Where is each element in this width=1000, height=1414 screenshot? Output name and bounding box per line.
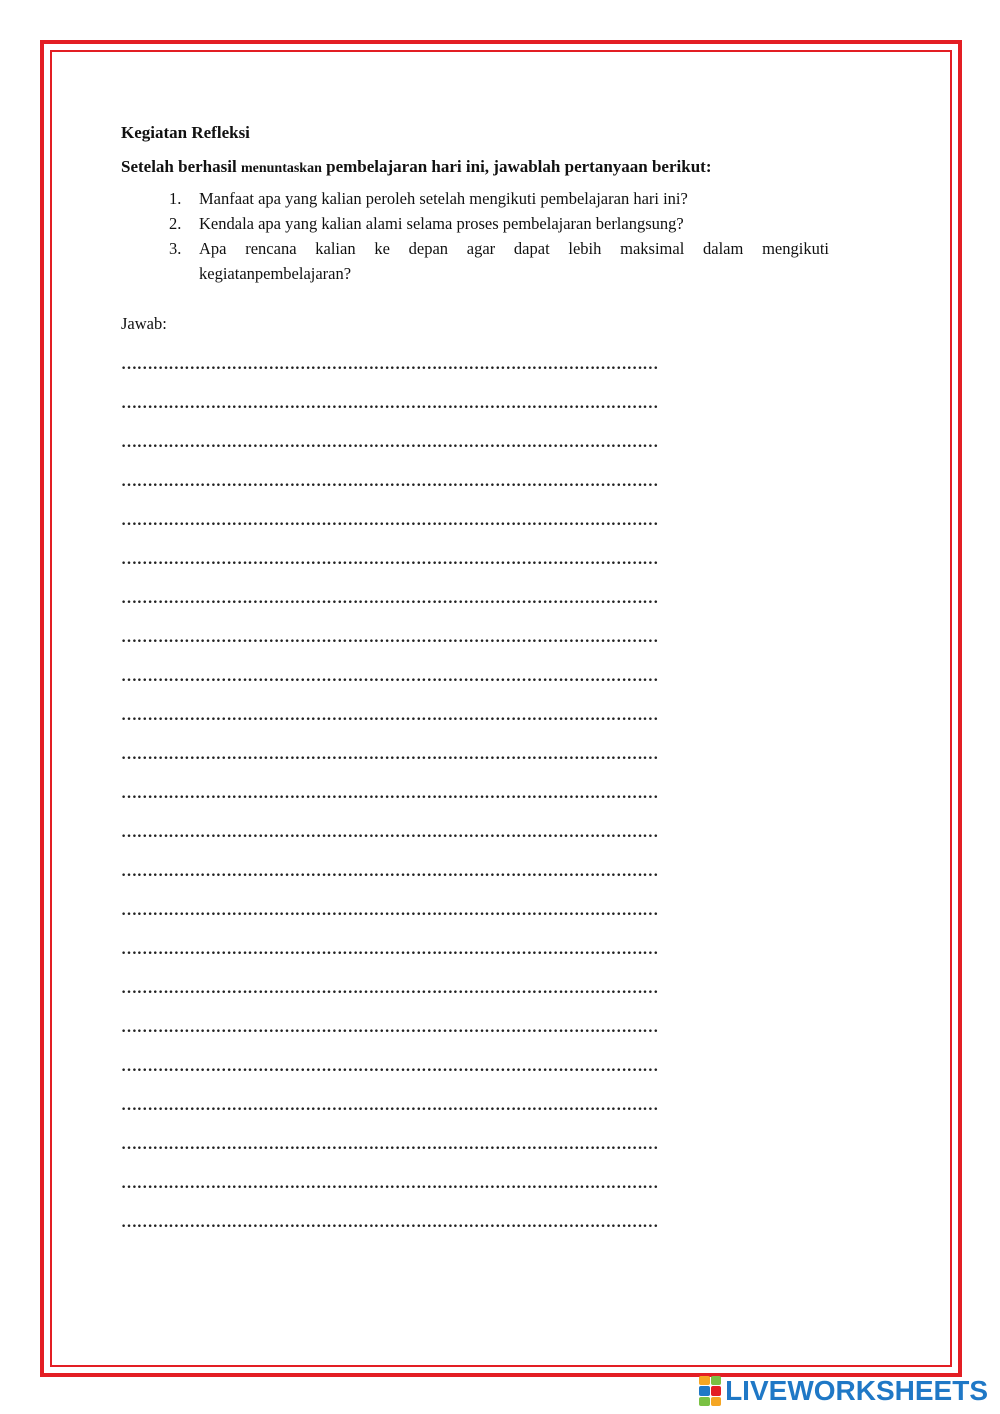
dotted-line: ………………………………………………………………………………………… bbox=[121, 785, 659, 802]
instruction-part-1: Setelah berhasil bbox=[121, 157, 241, 176]
answer-line[interactable] bbox=[121, 849, 829, 888]
answer-line[interactable] bbox=[121, 966, 829, 1005]
dotted-line: ………………………………………………………………………………………… bbox=[121, 1175, 659, 1192]
worksheet-content bbox=[121, 120, 829, 1239]
question-text-line-1: Apa rencana kalian ke depan agar dapat lebih maksimal dalam mengikuti bbox=[199, 239, 829, 258]
answer-line[interactable] bbox=[121, 732, 829, 771]
answer-line[interactable] bbox=[121, 888, 829, 927]
dotted-line: ………………………………………………………………………………………… bbox=[121, 590, 659, 607]
dotted-line: ………………………………………………………………………………………… bbox=[121, 1097, 659, 1114]
answer-line[interactable] bbox=[121, 381, 829, 420]
dotted-line: ………………………………………………………………………………………… bbox=[121, 356, 659, 373]
dotted-line: ………………………………………………………………………………………… bbox=[121, 434, 659, 451]
answer-line[interactable] bbox=[121, 498, 829, 537]
question-text-line-2: kegiatanpembelajaran? bbox=[199, 264, 352, 283]
answer-line[interactable] bbox=[121, 420, 829, 459]
liveworksheets-logo-icon bbox=[699, 1376, 721, 1406]
answer-line[interactable] bbox=[121, 810, 829, 849]
dotted-line: ………………………………………………………………………………………… bbox=[121, 980, 659, 997]
answer-line[interactable] bbox=[121, 1122, 829, 1161]
dotted-line: ………………………………………………………………………………………… bbox=[121, 707, 659, 724]
dotted-line: ………………………………………………………………………………………… bbox=[121, 551, 659, 568]
dotted-line: ………………………………………………………………………………………… bbox=[121, 1019, 659, 1036]
dotted-line: ………………………………………………………………………………………… bbox=[121, 863, 659, 880]
answer-area[interactable] bbox=[121, 342, 829, 1239]
instruction-part-3: pembelajaran hari ini, jawablah pertanyaan berikut: bbox=[321, 157, 712, 176]
dotted-line: ………………………………………………………………………………………… bbox=[121, 902, 659, 919]
liveworksheets-brand[interactable] bbox=[699, 1374, 988, 1408]
worksheet-title: Kegiatan Refleksi bbox=[121, 123, 250, 142]
brand-text: LIVEWORKSHEETS bbox=[725, 1375, 988, 1406]
answer-line[interactable] bbox=[121, 927, 829, 966]
instruction-text bbox=[121, 154, 829, 182]
dotted-line: ………………………………………………………………………………………… bbox=[121, 1058, 659, 1075]
answer-line[interactable] bbox=[121, 342, 829, 381]
dotted-line: ………………………………………………………………………………………… bbox=[121, 941, 659, 958]
answer-line[interactable] bbox=[121, 1161, 829, 1200]
answer-line[interactable] bbox=[121, 693, 829, 732]
dotted-line: ………………………………………………………………………………………… bbox=[121, 1214, 659, 1231]
instruction-part-2: menuntaskan bbox=[240, 161, 322, 176]
question-text: Kendala apa yang kalian alami selama proses pembelajaran berlangsung? bbox=[199, 214, 684, 233]
answer-line[interactable] bbox=[121, 576, 829, 615]
answer-line[interactable] bbox=[121, 537, 829, 576]
question-number: 1. bbox=[169, 189, 182, 208]
dotted-line: ………………………………………………………………………………………… bbox=[121, 746, 659, 763]
question-number: 2. bbox=[169, 214, 182, 233]
answer-line[interactable] bbox=[121, 654, 829, 693]
question-item bbox=[169, 236, 829, 286]
dotted-line: ………………………………………………………………………………………… bbox=[121, 512, 659, 529]
dotted-line: ………………………………………………………………………………………… bbox=[121, 824, 659, 841]
answer-line[interactable] bbox=[121, 1044, 829, 1083]
dotted-line: ………………………………………………………………………………………… bbox=[121, 668, 659, 685]
dotted-line: ………………………………………………………………………………………… bbox=[121, 395, 659, 412]
answer-line[interactable] bbox=[121, 1083, 829, 1122]
answer-line[interactable] bbox=[121, 771, 829, 810]
answer-line[interactable] bbox=[121, 1200, 829, 1239]
question-item bbox=[169, 186, 829, 211]
answer-label: Jawab: bbox=[121, 314, 167, 333]
dotted-line: ………………………………………………………………………………………… bbox=[121, 473, 659, 490]
question-number: 3. bbox=[169, 239, 182, 258]
question-list bbox=[121, 186, 829, 286]
answer-line[interactable] bbox=[121, 1005, 829, 1044]
answer-line[interactable] bbox=[121, 615, 829, 654]
answer-line[interactable] bbox=[121, 459, 829, 498]
question-item bbox=[169, 211, 829, 236]
dotted-line: ………………………………………………………………………………………… bbox=[121, 629, 659, 646]
dotted-line: ………………………………………………………………………………………… bbox=[121, 1136, 659, 1153]
question-text: Manfaat apa yang kalian peroleh setelah mengikuti pembelajaran hari ini? bbox=[199, 189, 688, 208]
